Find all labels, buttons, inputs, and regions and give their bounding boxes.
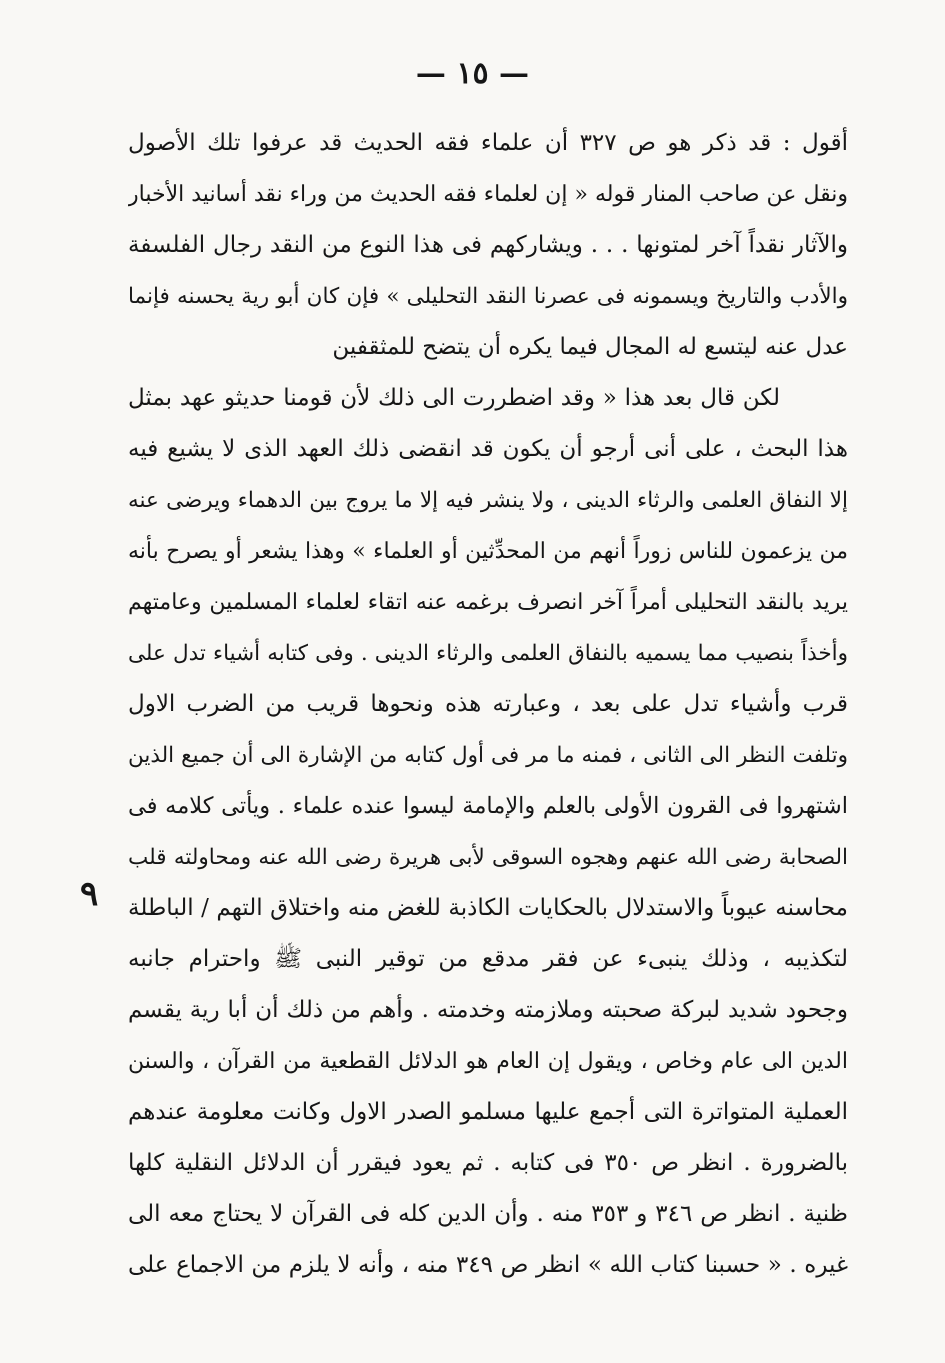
text-line: بالضرورة . انظر ص ٣٥٠ فى كتابه . ثم يعود فيقرر أن الدلائل النقلية كلها <box>128 1150 848 1176</box>
page-number: — ١٥ — <box>415 56 530 91</box>
text-line: محاسنه عيوباً والاستدلال بالحكايات الكاذبة للغض منه واختلاق التهم / الباطلة <box>128 895 848 921</box>
text-line: أقول : قد ذكر هو ص ٣٢٧ أن علماء فقه الحديث قد عرفوا تلك الأصول <box>128 130 848 156</box>
paragraph-2 <box>128 373 848 1291</box>
text-line: وتلفت النظر الى الثانى ، فمنه ما مر فى أول كتابه من الإشارة الى أن جميع الذين <box>128 743 848 768</box>
text-line: يريد بالنقد التحليلى أمراً آخر انصرف برغمه عنه اتقاء لعلماء المسلمين وعامتهم <box>128 590 848 615</box>
text-line: وجحود شديد لبركة صحبته وملازمته وخدمته . وأهم من ذلك أن أبا رية يقسم <box>128 997 848 1023</box>
text-line: والأدب والتاريخ ويسمونه فى عصرنا النقد التحليلى » فإن كان أبو رية يحسنه فإنما <box>128 284 848 309</box>
text-line: إلا النفاق العلمى والرثاء الدينى ، ولا ينشر فيه إلا ما يروج بين الدهماء ويرضى عنه <box>128 488 848 513</box>
text-line: قرب وأشياء تدل على بعد ، وعبارته هذه ونحوها قريب من الضرب الاول <box>128 691 848 717</box>
text-line: لكن قال بعد هذا « وقد اضطررت الى ذلك لأن قومنا حديثو عهد بمثل <box>128 385 780 411</box>
text-line: الصحابة رضى الله عنهم وهجوه السوقى لأبى هريرة رضى الله عنه ومحاولته قلب <box>128 845 848 870</box>
text-line: والآثار نقداً آخر لمتونها . . . ويشاركهم فى هذا النوع من النقد رجال الفلسفة <box>128 232 848 258</box>
text-line: ظنية . انظر ص ٣٤٦ و ٣٥٣ منه . وأن الدين كله فى القرآن لا يحتاج معه الى <box>128 1201 848 1227</box>
text-line: هذا البحث ، على أنى أرجو أن يكون قد انقضى ذلك العهد الذى لا يشيع فيه <box>128 436 848 462</box>
text-line: العملية المتواترة التى أجمع عليها مسلمو الصدر الاول وكانت معلومة عندهم <box>128 1099 848 1125</box>
text-line: الدين الى عام وخاص ، ويقول إن العام هو الدلائل القطعية من القرآن ، والسنن <box>128 1049 848 1074</box>
paragraph-1 <box>128 118 848 373</box>
text-line: عدل عنه ليتسع له المجال فيما يكره أن يتضح للمثقفين <box>332 334 848 360</box>
text-line: من يزعمون للناس زوراً أنهم من المحدِّثين أو العلماء » وهذا يشعر أو يصرح بأنه <box>128 539 848 564</box>
text-line: ونقل عن صاحب المنار قوله « إن لعلماء فقه الحديث من وراء نقد أسانيد الأخبار <box>128 182 848 207</box>
text-line: غيره . « حسبنا كتاب الله » انظر ص ٣٤٩ منه ، وأنه لا يلزم من الاجماع على <box>128 1252 848 1278</box>
text-line: لتكذيبه ، وذلك ينبىء عن فقر مدقع من توقير النبى ﷺ واحترام جانبه <box>128 946 848 972</box>
text-line: وأخذاً بنصيب مما يسميه بالنفاق العلمى والرثاء الدينى . وفى كتابه أشياء تدل على <box>128 641 848 666</box>
text-line: اشتهروا فى القرون الأولى بالعلم والإمامة ليسوا عنده علماء . ويأتى كلامه فى <box>128 793 848 819</box>
margin-note: ٩ <box>80 874 99 914</box>
